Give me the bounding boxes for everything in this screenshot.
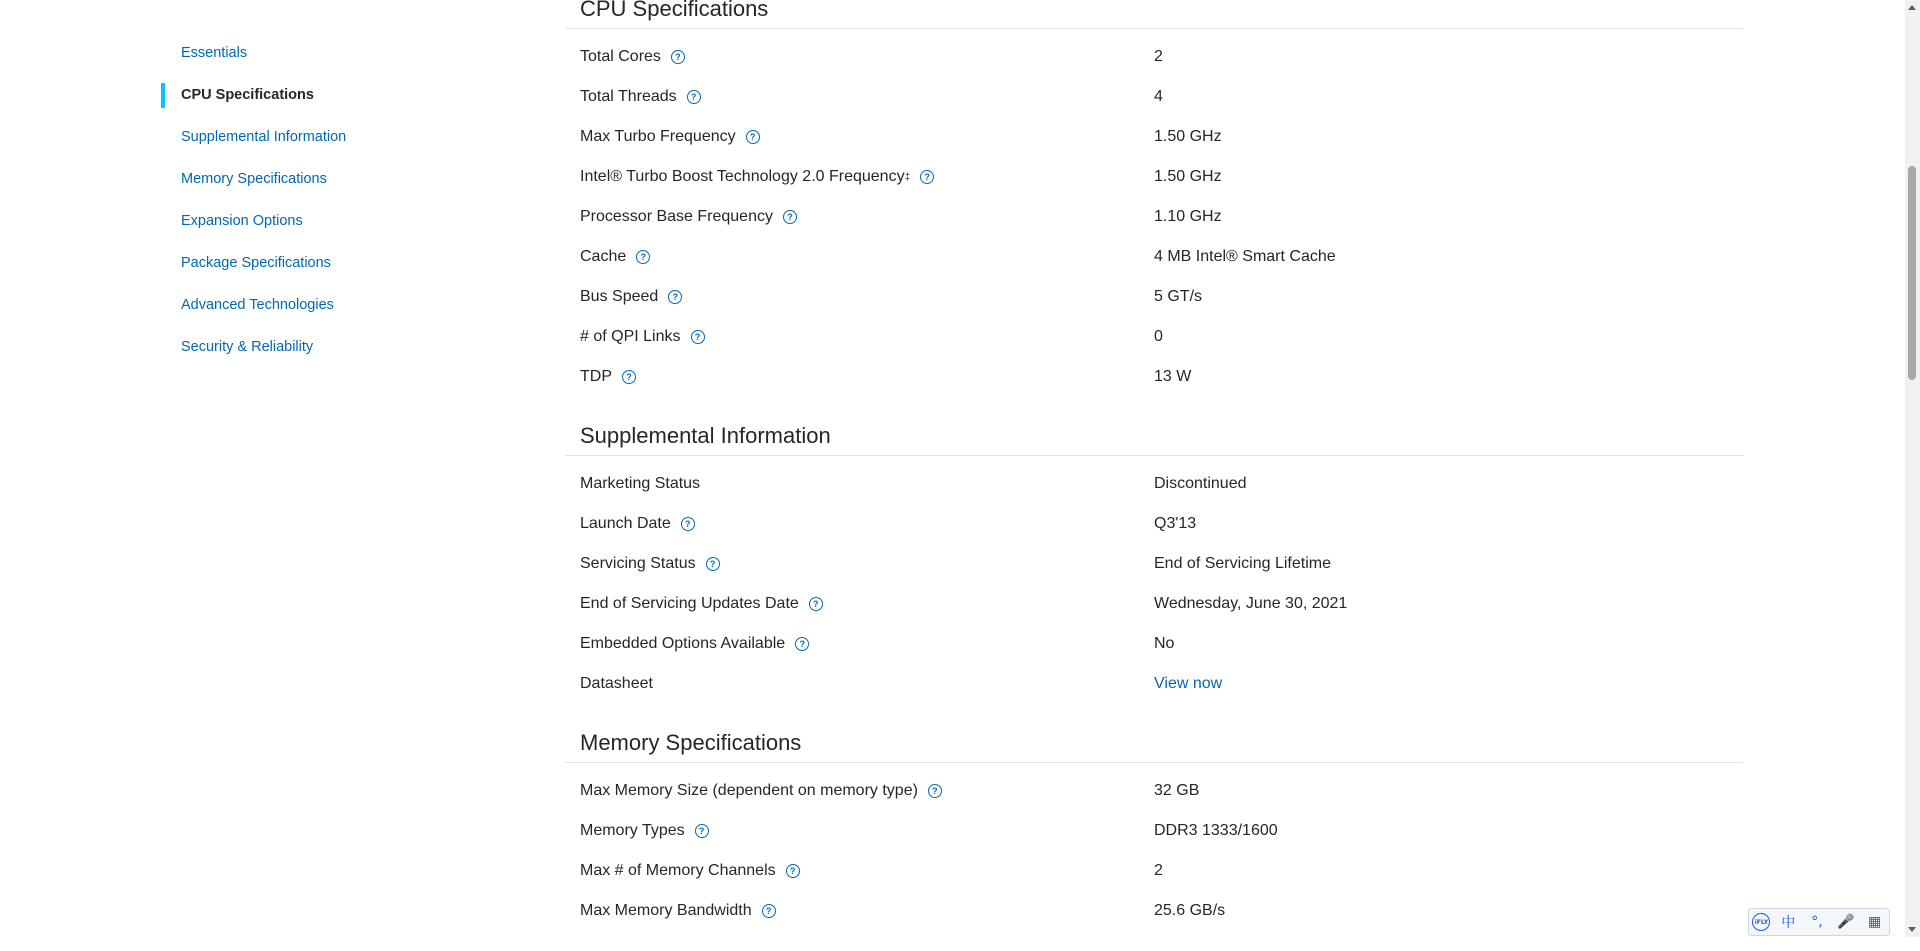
spec-label: Launch Date (580, 515, 671, 532)
ime-language-toggle[interactable]: 中 (1781, 915, 1796, 931)
spec-label: # of QPI Links (580, 328, 681, 345)
spec-value: 1.10 GHz (1154, 208, 1222, 225)
spec-label: Max Memory Size (dependent on memory type) (580, 782, 918, 799)
spec-value: 1.50 GHz (1154, 128, 1222, 145)
spec-value: End of Servicing Lifetime (1154, 555, 1331, 572)
help-icon[interactable]: ? (668, 290, 682, 304)
spec-row (565, 357, 1743, 397)
spec-row (565, 237, 1743, 277)
spec-label: Memory Types (580, 822, 685, 839)
spec-label: End of Servicing Updates Date (580, 595, 799, 612)
spec-row (565, 117, 1743, 157)
help-icon[interactable]: ? (687, 90, 701, 104)
spec-value: 0 (1154, 328, 1163, 345)
help-icon[interactable]: ? (786, 864, 800, 878)
help-icon[interactable]: ? (695, 824, 709, 838)
scrollbar-thumb[interactable] (1908, 166, 1916, 380)
sidebar-item-security-reliability[interactable]: Security & Reliability (181, 339, 314, 355)
spec-row (565, 624, 1743, 664)
spec-row (565, 664, 1743, 704)
help-icon[interactable]: ? (671, 50, 685, 64)
spec-label: Bus Speed (580, 288, 659, 305)
section-title: CPU Specifications (565, 0, 1743, 29)
spec-label: Marketing Status (580, 475, 701, 492)
help-icon[interactable]: ? (681, 517, 695, 531)
spec-row (565, 811, 1743, 851)
spec-row (565, 77, 1743, 117)
spec-value: 13 W (1154, 368, 1192, 385)
spec-value: 2 (1154, 862, 1163, 879)
spec-row (565, 584, 1743, 624)
spec-label: Max # of Memory Channels (580, 862, 776, 879)
sidebar-item-memory-specifications[interactable]: Memory Specifications (181, 171, 327, 187)
view-now-link[interactable]: View now (1154, 675, 1223, 692)
grid-menu-icon[interactable]: ▦ (1867, 914, 1882, 930)
spec-value: 5 GT/s (1154, 288, 1203, 305)
help-icon[interactable]: ? (706, 557, 720, 571)
sidebar-item-supplemental-information[interactable]: Supplemental Information (181, 129, 347, 145)
ime-punctuation-toggle[interactable]: °, (1811, 914, 1823, 930)
spec-label: TDP (580, 368, 612, 385)
spec-row (565, 851, 1743, 891)
spec-value: DDR3 1333/1600 (1154, 822, 1278, 839)
spec-label: Processor Base Frequency (580, 208, 773, 225)
spec-row (565, 157, 1743, 197)
spec-value: Discontinued (1154, 475, 1247, 492)
spec-content (565, 0, 1743, 951)
help-icon[interactable]: ? (795, 637, 809, 651)
spec-label: Total Threads (580, 88, 677, 105)
help-icon[interactable]: ? (746, 130, 760, 144)
vertical-scrollbar[interactable] (1905, 0, 1920, 937)
spec-value: 4 MB Intel® Smart Cache (1154, 248, 1336, 265)
spec-row (565, 891, 1743, 931)
sidebar-item-cpu-specifications[interactable]: CPU Specifications (161, 77, 501, 119)
sidebar-item-package-specifications[interactable]: Package Specifications (181, 255, 331, 271)
spec-label: Datasheet (580, 675, 653, 692)
scroll-down-icon[interactable] (1908, 927, 1916, 932)
spec-label: Total Cores (580, 48, 661, 65)
spec-row (565, 197, 1743, 237)
spec-value: 32 GB (1154, 782, 1200, 799)
spec-row (565, 277, 1743, 317)
help-icon[interactable]: ? (928, 784, 942, 798)
help-icon[interactable]: ? (920, 170, 934, 184)
section-title: Supplemental Information (565, 417, 1743, 456)
footnote-mark: ‡ (904, 171, 911, 183)
spec-row (565, 771, 1743, 811)
sidebar-item-expansion-options[interactable]: Expansion Options (181, 213, 303, 229)
cpu-specifications-section (565, 0, 1743, 397)
spec-value: 1.50 GHz (1154, 168, 1222, 185)
spec-value: 4 (1154, 88, 1163, 105)
spec-label: Embedded Options Available (580, 635, 786, 652)
spec-row (565, 504, 1743, 544)
help-icon[interactable]: ? (783, 210, 797, 224)
spec-label: Cache (580, 248, 627, 265)
help-icon[interactable]: ? (622, 370, 636, 384)
sidebar-nav (161, 35, 501, 371)
memory-specifications-section (565, 724, 1743, 931)
spec-value: 2 (1154, 48, 1163, 65)
spec-label: Max Turbo Frequency (580, 128, 736, 145)
microphone-icon[interactable]: 🎤 (1837, 914, 1855, 930)
ime-logo-icon[interactable]: iFLY (1752, 913, 1770, 931)
ime-toolbar (1748, 908, 1890, 936)
spec-row (565, 37, 1743, 77)
spec-row (565, 544, 1743, 584)
section-title: Memory Specifications (565, 724, 1743, 763)
help-icon[interactable]: ? (809, 597, 823, 611)
scroll-up-icon[interactable] (1908, 5, 1916, 10)
spec-label: Servicing Status (580, 555, 696, 572)
spec-label: Max Memory Bandwidth (580, 902, 752, 919)
spec-row (565, 317, 1743, 357)
spec-label: Intel® Turbo Boost Technology 2.0 Frequency (580, 168, 905, 185)
spec-value: No (1154, 635, 1175, 652)
help-icon[interactable]: ? (762, 904, 776, 918)
spec-row (565, 464, 1743, 504)
sidebar-item-essentials[interactable]: Essentials (181, 45, 248, 61)
spec-value: 25.6 GB/s (1154, 902, 1226, 919)
sidebar-item-advanced-technologies[interactable]: Advanced Technologies (181, 297, 334, 313)
supplemental-information-section (565, 417, 1743, 704)
help-icon[interactable]: ? (636, 250, 650, 264)
spec-value: Wednesday, June 30, 2021 (1154, 595, 1348, 612)
help-icon[interactable]: ? (691, 330, 705, 344)
spec-value: Q3'13 (1154, 515, 1197, 532)
